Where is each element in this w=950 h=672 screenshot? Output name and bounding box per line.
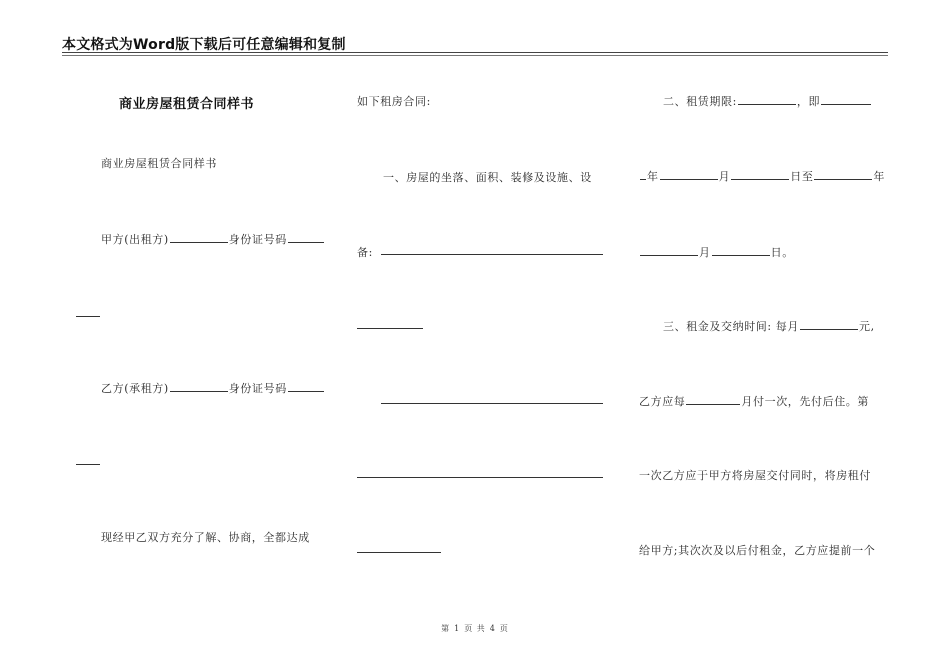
- document-title: 商业房屋租赁合同样书: [119, 97, 255, 112]
- lease-end-day-blank: [712, 254, 770, 256]
- party-b-blank: [170, 390, 228, 392]
- header-rule: [62, 52, 888, 53]
- lease-term-label: 二、租赁期限:: [663, 95, 737, 108]
- day-label: 日。: [770, 246, 794, 259]
- party-a-label: 甲方(出租方): [101, 233, 169, 246]
- page-prefix: 第: [441, 624, 451, 633]
- col3-lease-end-line: [639, 244, 794, 260]
- page-total: 4: [489, 624, 496, 633]
- equipment-blank-3: [381, 403, 603, 404]
- day-to-label: 日至: [790, 170, 814, 183]
- page-suffix: 页: [499, 624, 509, 633]
- lease-term-that-is: ，即: [796, 95, 821, 108]
- page-footer: [0, 623, 950, 634]
- lease-start-month-blank: [660, 178, 718, 180]
- lease-term-start-blank: [821, 103, 871, 105]
- col2-contract-intro: 如下租房合同:: [357, 95, 431, 108]
- header-title: 本文格式为Word版下载后可任意编辑和复制: [62, 37, 346, 53]
- col3-payment-period-line: [639, 393, 869, 409]
- payment-period-rest: 月付一次，先付后住。第: [741, 395, 870, 408]
- party-b-id-continuation-blank: [76, 464, 100, 465]
- year-label: 年: [647, 170, 659, 183]
- page-number: 1: [454, 624, 461, 633]
- header-rule-secondary: [62, 55, 888, 56]
- col2-equipment-label: 备:: [357, 246, 373, 259]
- lease-start-year-blank: [640, 178, 646, 180]
- payment-period-label: 乙方应每: [639, 395, 686, 408]
- rent-label: 三、租金及交纳时间: 每月: [663, 320, 800, 333]
- col3-first-payment-text: 一次乙方应于甲方将房屋交付同时，将房租付: [639, 469, 871, 482]
- year-label-2: 年: [873, 170, 886, 183]
- col2-clause-1-heading: 一、房屋的坐落、面积、装修及设施、设: [383, 171, 592, 184]
- lease-end-year-blank: [814, 178, 872, 180]
- lease-term-blank: [738, 103, 796, 105]
- equipment-blank-4: [357, 477, 603, 478]
- equipment-blank-5: [357, 552, 441, 553]
- lease-start-day-blank: [731, 178, 789, 180]
- col3-subsequent-payment-text: 给甲方;其次次及以后付租金，乙方应提前一个: [639, 544, 876, 557]
- equipment-blank-2: [357, 328, 423, 329]
- party-b-label: 乙方(承租方): [101, 382, 169, 395]
- party-a-id-continuation-blank: [76, 316, 100, 317]
- col1-party-b-line: [101, 380, 325, 396]
- payment-period-blank: [686, 403, 740, 405]
- party-a-id-label: 身份证号码: [228, 233, 287, 246]
- col3-rent-line: [663, 318, 875, 334]
- party-b-id-blank: [288, 390, 324, 392]
- rent-amount-blank: [800, 328, 858, 330]
- month-label-2: 月: [699, 246, 711, 259]
- equipment-blank-1: [381, 254, 603, 255]
- col3-lease-dates-line: [639, 168, 885, 184]
- party-a-id-blank: [288, 241, 324, 243]
- month-label: 月: [718, 170, 731, 183]
- party-a-blank: [170, 241, 228, 243]
- col1-party-a-line: [101, 231, 325, 247]
- page-mid: 页 共: [464, 624, 486, 633]
- lease-end-month-blank: [640, 254, 698, 256]
- rent-unit: 元,: [859, 320, 875, 333]
- col3-lease-term-line: [663, 93, 872, 109]
- col1-agreement-text: 现经甲乙双方充分了解、协商，全都达成: [101, 531, 310, 544]
- col1-paragraph-title: 商业房屋租赁合同样书: [101, 157, 217, 170]
- party-b-id-label: 身份证号码: [228, 382, 287, 395]
